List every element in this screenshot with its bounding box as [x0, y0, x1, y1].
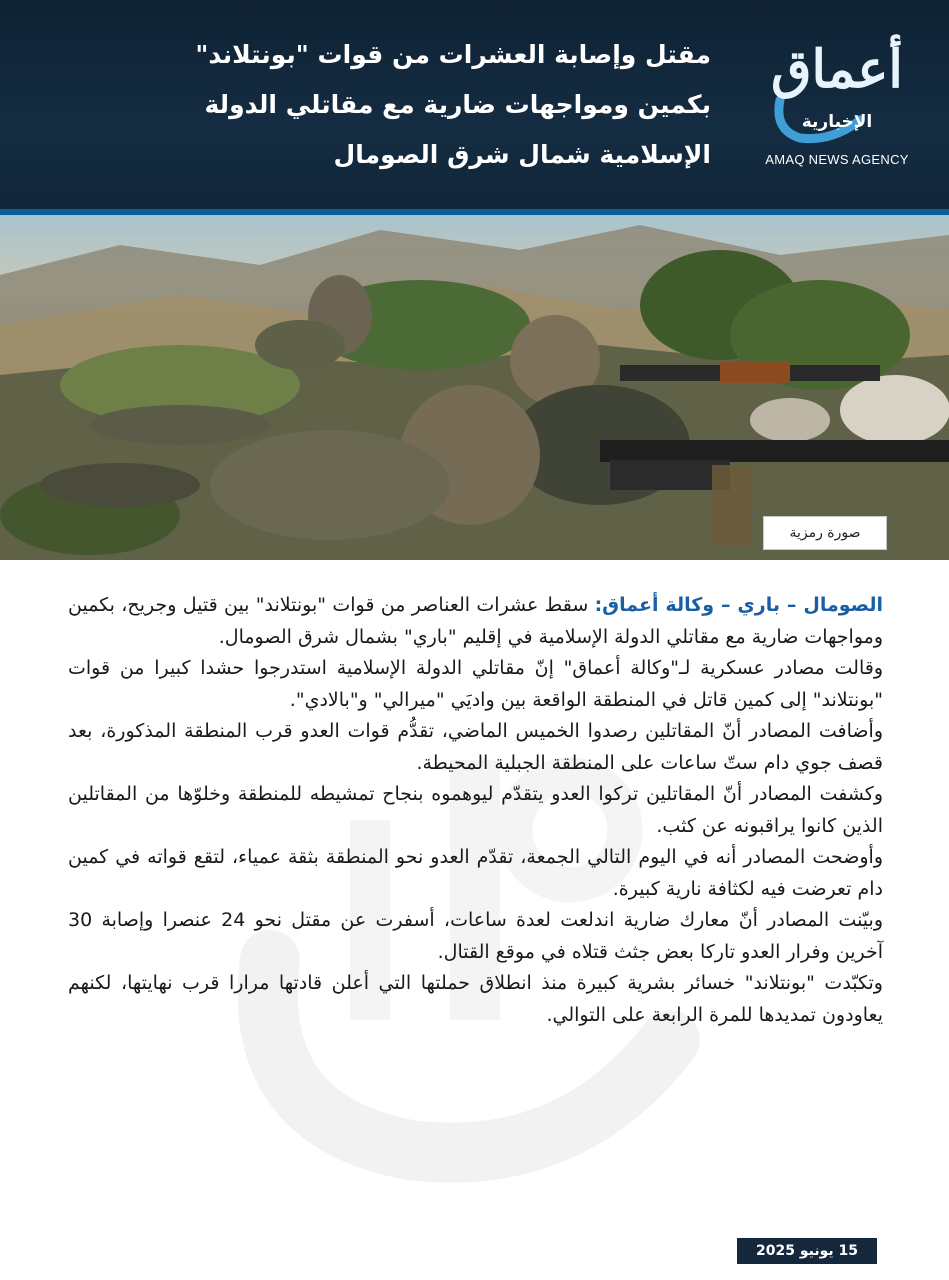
dateline: الصومال – باري – وكالة أعماق:: [594, 594, 883, 616]
header-banner: [0, 0, 949, 212]
headline: [51, 30, 711, 180]
article-body: [68, 590, 883, 1031]
article-paragraph-6: وبيّنت المصادر أنّ معارك ضارية اندلعت لعدة ساعات، أسفرت عن مقتل نحو 24 عنصرا وإصابة 30 آخرين وفرار العدو تاركا بعض جثث قتلاه في موقع القتال.: [68, 909, 884, 963]
article-paragraph-3: وأضافت المصادر أنّ المقاتلين رصدوا الخميس الماضي، تقدُّم قوات العدو قرب المنطقة المذكورة، بعد قصف جوي دام ستّ ساعات على المنطقة الجبلية المحيطة.: [68, 720, 883, 774]
article-paragraph-7: وتكبّدت "بونتلاند" خسائر بشرية كبيرة منذ انطلاق حملتها التي أعلن قادتها مرارا قرب نهايتها، لكنهم يعاودون تمديدها للمرة الرابعة على التوالي.: [68, 972, 883, 1026]
headline-line-2: بكمين ومواجهات ضارية مع مقاتلي الدولة: [204, 90, 711, 119]
logo-subtitle: الإخبارية: [801, 112, 873, 132]
article-paragraph-2: وقالت مصادر عسكرية لـ"وكالة أعماق" إنّ مقاتلي الدولة الإسلامية استدرجوا حشدا كبيرا من قوات "بونتلاند" إلى كمين قاتل في المنطقة الواقعة بين واديَي "ميرالي" و"بالادي".: [68, 657, 883, 711]
news-photo: [0, 215, 949, 560]
photo-scene: [0, 215, 949, 560]
article-lead-text: سقط عشرات العناصر من قوات "بونتلاند" بين قتيل وجريح، بكمين ومواجهات ضارية مع مقاتلي الدولة الإسلامية في إقليم "باري" بشمال شرق الصومال.: [68, 594, 883, 648]
headline-line-1: مقتل وإصابة العشرات من قوات "بونتلاند": [195, 40, 711, 69]
article-paragraph-1: [68, 590, 883, 653]
amaq-logo: [752, 30, 922, 180]
photo-symbolic-badge: صورة رمزية: [763, 516, 887, 550]
publish-date: 15 يونيو 2025: [737, 1238, 877, 1264]
article-paragraph-5: وأوضحت المصادر أنه في اليوم التالي الجمعة، تقدّم العدو نحو المنطقة بثقة عمياء، لتقع قواته في كمين دام تعرضت فيه لكثافة نارية كبيرة.: [68, 846, 883, 900]
headline-line-3: الإسلامية شمال شرق الصومال: [333, 140, 711, 169]
article-paragraph-4: وكشفت المصادر أنّ المقاتلين تركوا العدو يتقدّم ليوهموه بنجاح تمشيطه للمنطقة وخلوّها من المقاتلين الذين كانوا يراقبونه عن كثب.: [68, 783, 883, 837]
logo-agency: AMAQ NEWS AGENCY: [765, 152, 909, 167]
logo-name: أعماق: [771, 39, 903, 100]
